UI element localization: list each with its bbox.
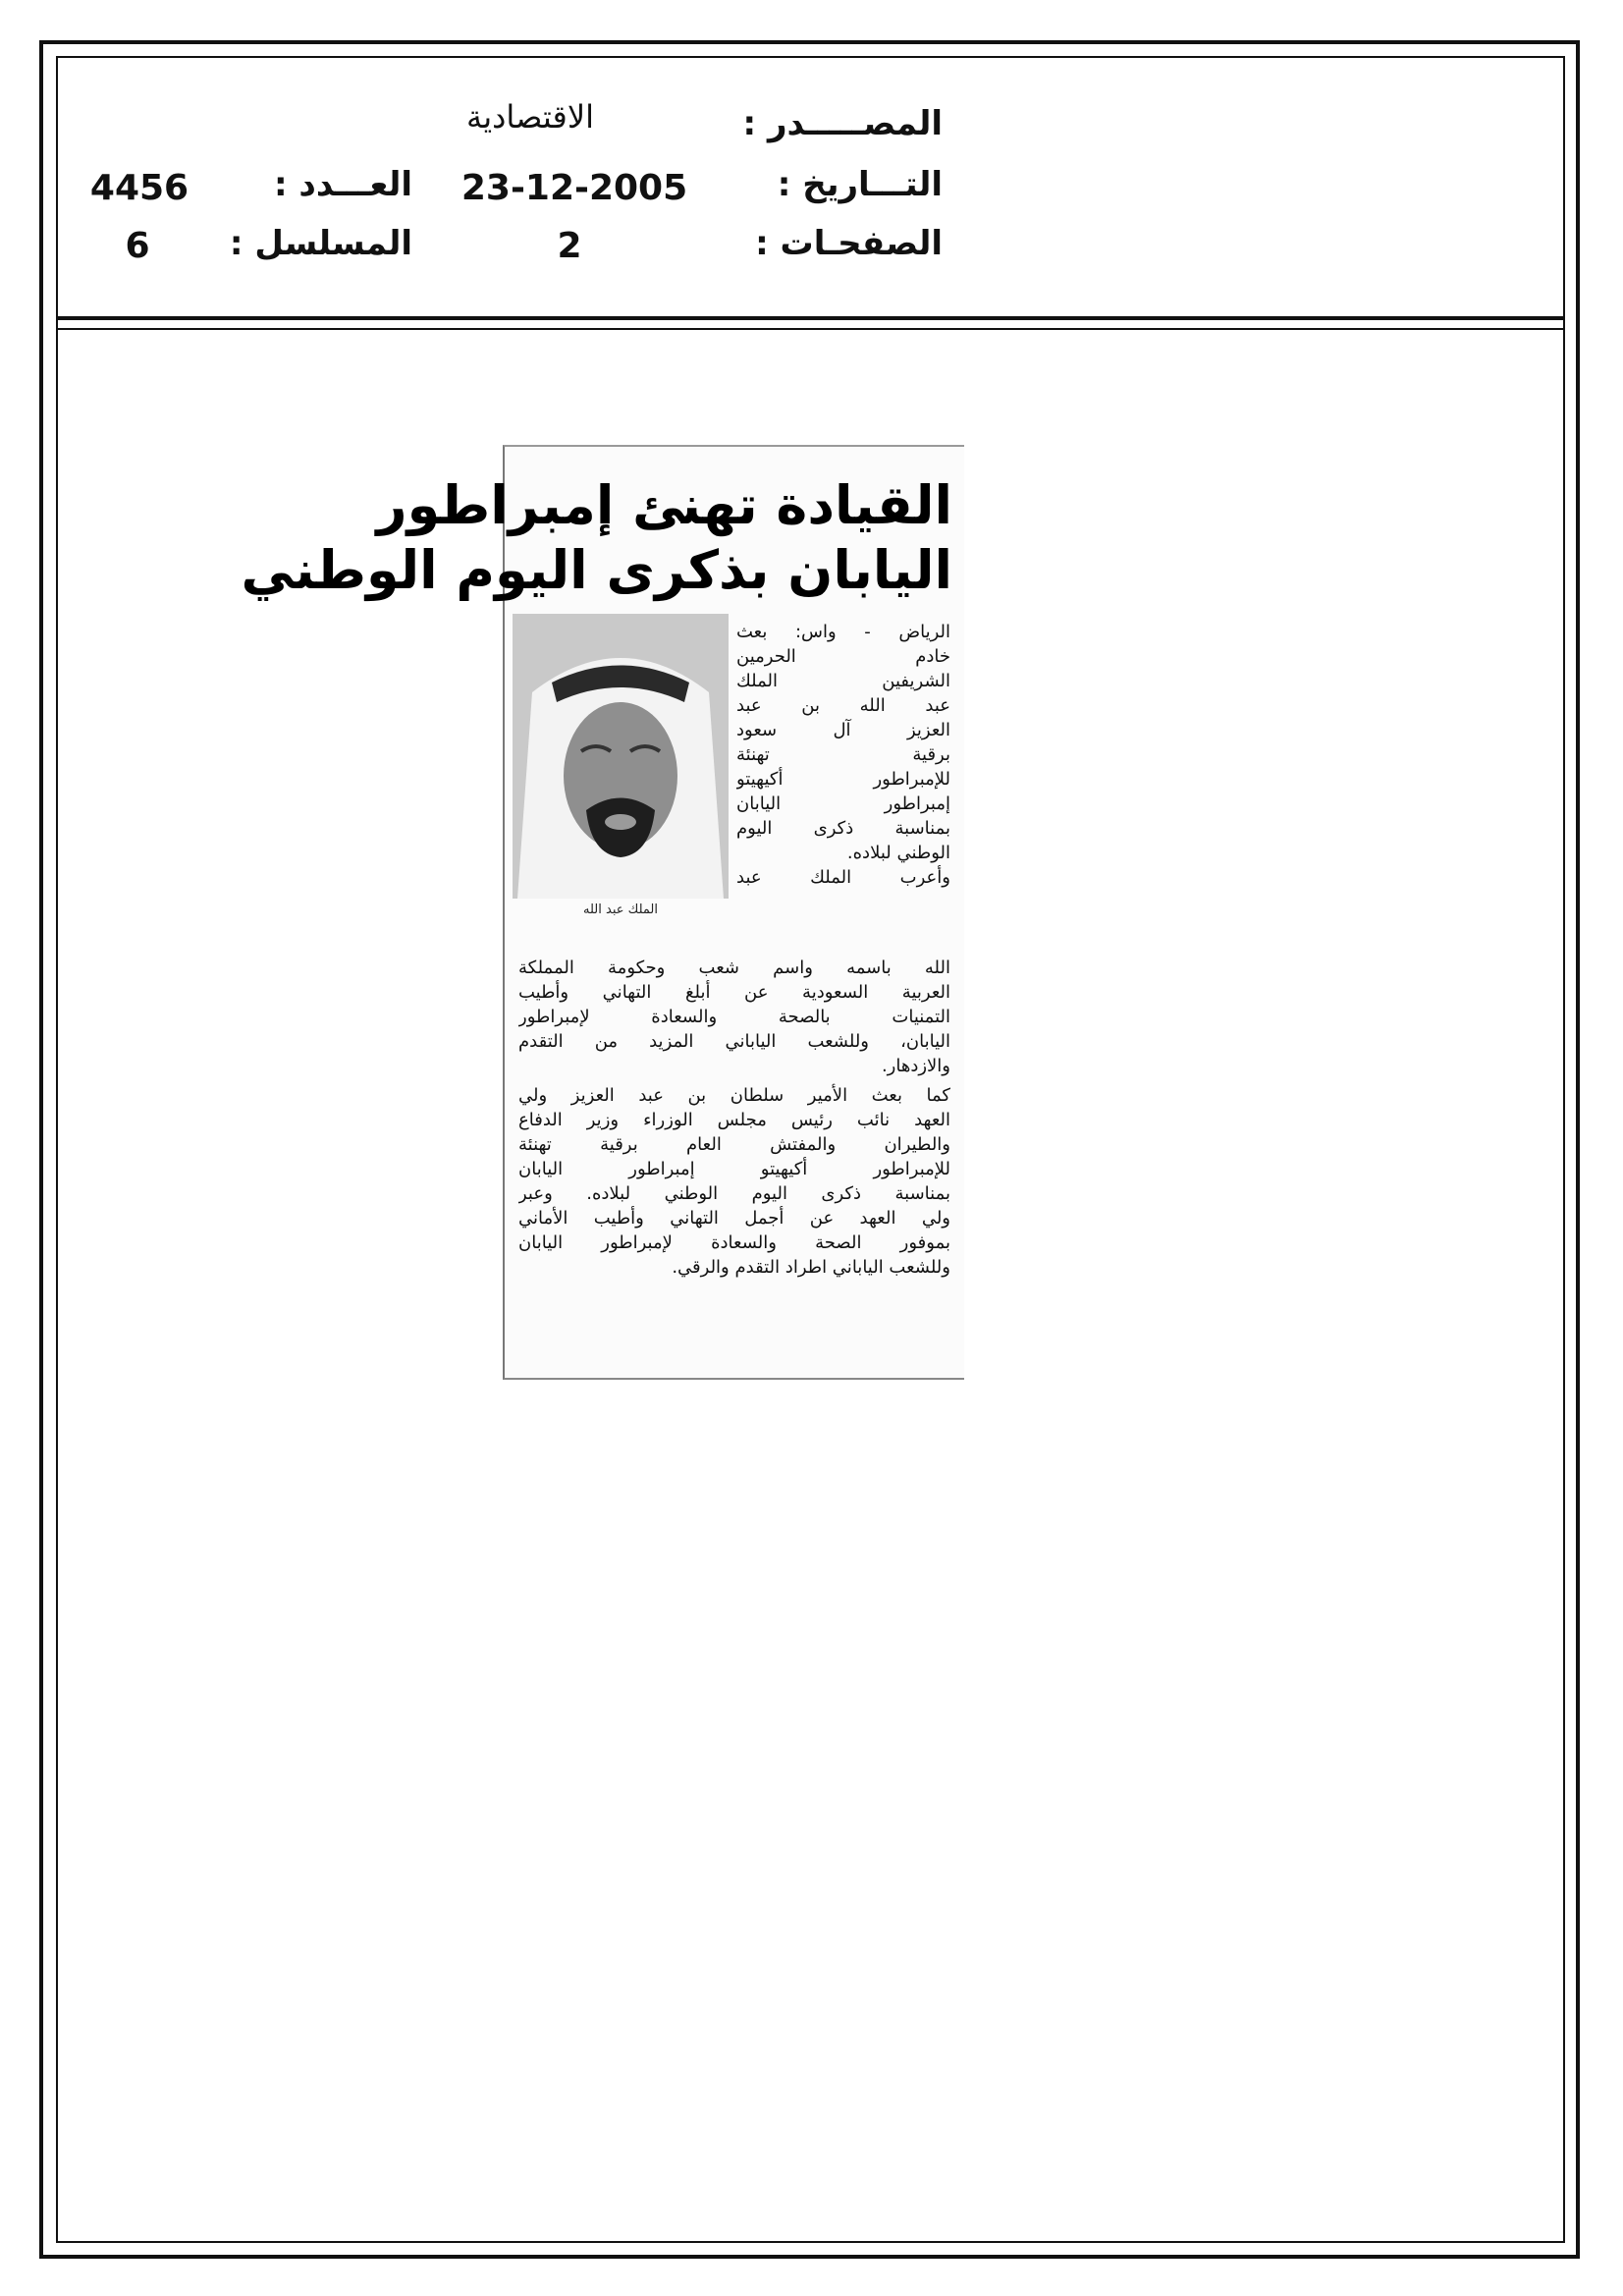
portrait-illustration <box>513 614 729 899</box>
issue-label: العـــدد : <box>274 165 412 204</box>
body-line: التمنيات بالصحة والسعادة لإمبراطور <box>518 1007 950 1027</box>
serial-value: 6 <box>125 226 150 266</box>
body-line: والطيران والمفتش العام برقية تهنئة <box>518 1134 950 1155</box>
source-value: الاقتصادية <box>466 98 594 136</box>
body-line: العزيز آل سعود <box>736 720 950 740</box>
king-portrait-photo <box>513 614 729 899</box>
pages-label: الصفحـات : <box>755 224 943 263</box>
body-line: الرياض - واس: بعث <box>736 622 950 642</box>
body-line: الشريفين الملك <box>736 671 950 691</box>
headline-line-2: اليابان بذكرى اليوم الوطني <box>241 539 952 601</box>
body-line: الله باسمه واسم شعب وحكومة المملكة <box>518 957 950 978</box>
serial-label: المسلسل : <box>229 224 412 263</box>
body-line: العهد نائب رئيس مجلس الوزراء وزير الدفاع <box>518 1110 950 1130</box>
body-line: للإمبراطور أكيهيتو <box>736 769 950 790</box>
body-line: عبد الله بن عبد <box>736 695 950 716</box>
body-line: برقية تهنئة <box>736 744 950 765</box>
issue-value: 4456 <box>89 168 189 208</box>
body-line: اليابان، وللشعب الياباني المزيد من التقدم <box>518 1031 950 1052</box>
body-line: الوطني لبلاده. <box>846 843 950 863</box>
body-line: إمبراطور اليابان <box>736 793 950 814</box>
date-value: 23-12-2005 <box>460 168 688 208</box>
pages-value: 2 <box>557 226 582 266</box>
newspaper-clipping <box>241 445 964 1380</box>
date-label: التـــاريخ : <box>777 165 943 204</box>
body-line: وللشعب الياباني اطراد التقدم والرقي. <box>672 1257 950 1278</box>
body-line: ولي العهد عن أجمل التهاني وأطيب الأماني <box>518 1208 950 1229</box>
source-label: المصـــــدر : <box>742 104 943 143</box>
body-line: بموفور الصحة والسعادة لإمبراطور اليابان <box>518 1232 950 1253</box>
body-line: للإمبراطور أكيهيتو إمبراطور اليابان <box>518 1159 950 1179</box>
body-line: العربية السعودية عن أبلغ التهاني وأطيب <box>518 982 950 1003</box>
headline-line-1: القيادة تهنئ إمبراطور <box>376 474 952 536</box>
body-line: وأعرب الملك عبد <box>736 867 950 888</box>
body-line: خادم الحرمين <box>736 646 950 667</box>
photo-caption: الملك عبد الله <box>583 902 658 917</box>
body-line: كما بعث الأمير سلطان بن عبد العزيز ولي <box>518 1085 950 1106</box>
body-line: بمناسبة ذكرى اليوم <box>736 818 950 839</box>
body-line: والازدهار. <box>881 1056 950 1076</box>
header-divider-thick <box>56 316 1565 320</box>
body-line: بمناسبة ذكرى اليوم الوطني لبلاده. وعبر <box>518 1183 950 1204</box>
header-divider-thin <box>56 328 1565 330</box>
